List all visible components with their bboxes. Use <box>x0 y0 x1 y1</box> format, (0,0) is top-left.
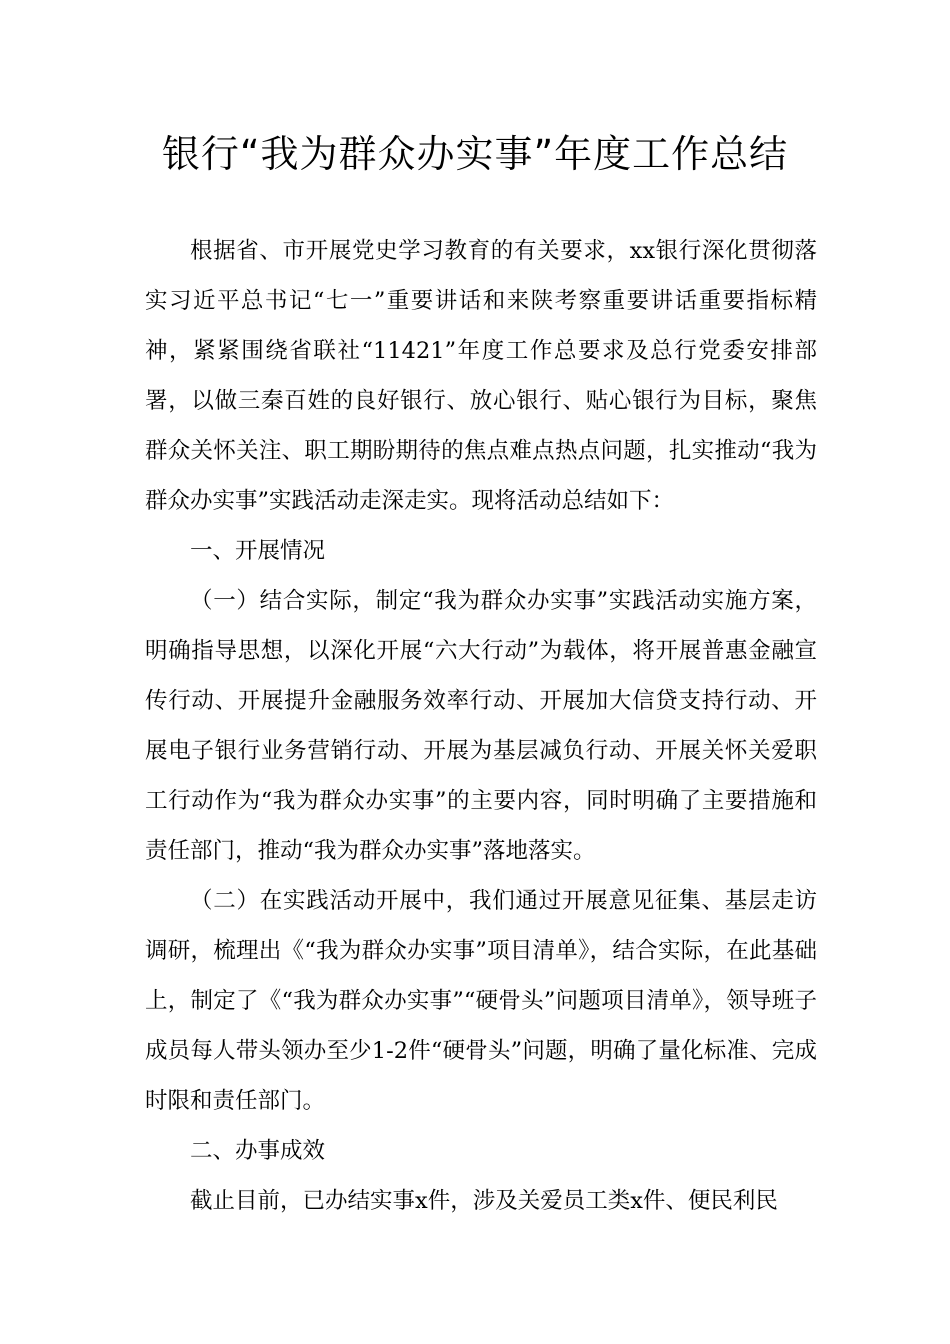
section-heading-1: 一、开展情况 <box>190 538 326 564</box>
document-body <box>145 226 817 1226</box>
subsection-paragraph-1: （一）结合实际，制定“我为群众办实事”实践活动实施方案，明确指导思想，以深化开展“六大行动”为载体，将开展普惠金融宣传行动、开展提升金融服务效率行动、开展加大信贷支持行动、开展电子银行业务营销行动、开展为基层减负行动、开展关怀关爱职工行动作为“我为群众办实事”的主要内容，同时明确了主要措施和责任部门，推动“我为群众办实事”落地落实。 <box>145 588 817 864</box>
section-heading-2: 二、办事成效 <box>190 1138 326 1164</box>
subsection-paragraph-2: （二）在实践活动开展中，我们通过开展意见征集、基层走访调研，梳理出《“我为群众办实事”项目清单》，结合实际，在此基础上，制定了《“我为群众办实事”“硬骨头”问题项目清单》，领导班子成员每人带头领办至少1-2件“硬骨头”问题，明确了量化标准、完成时限和责任部门。 <box>145 888 817 1114</box>
document-title: 银行“我为群众办实事”年度工作总结 <box>161 132 789 176</box>
results-paragraph: 截止目前，已办结实事x件，涉及关爱员工类x件、便民利民 <box>190 1188 778 1214</box>
intro-paragraph: 根据省、市开展党史学习教育的有关要求，xx银行深化贯彻落实习近平总书记“七一”重要讲话和来陕考察重要讲话重要指标精神，紧紧围绕省联社“11421”年度工作总要求及总行党委安排部署，以做三秦百姓的良好银行、放心银行、贴心银行为目标，聚焦群众关怀关注、职工期盼期待的焦点难点热点问题，扎实推动“我为群众办实事”实践活动走深走实。现将活动总结如下： <box>145 238 817 514</box>
